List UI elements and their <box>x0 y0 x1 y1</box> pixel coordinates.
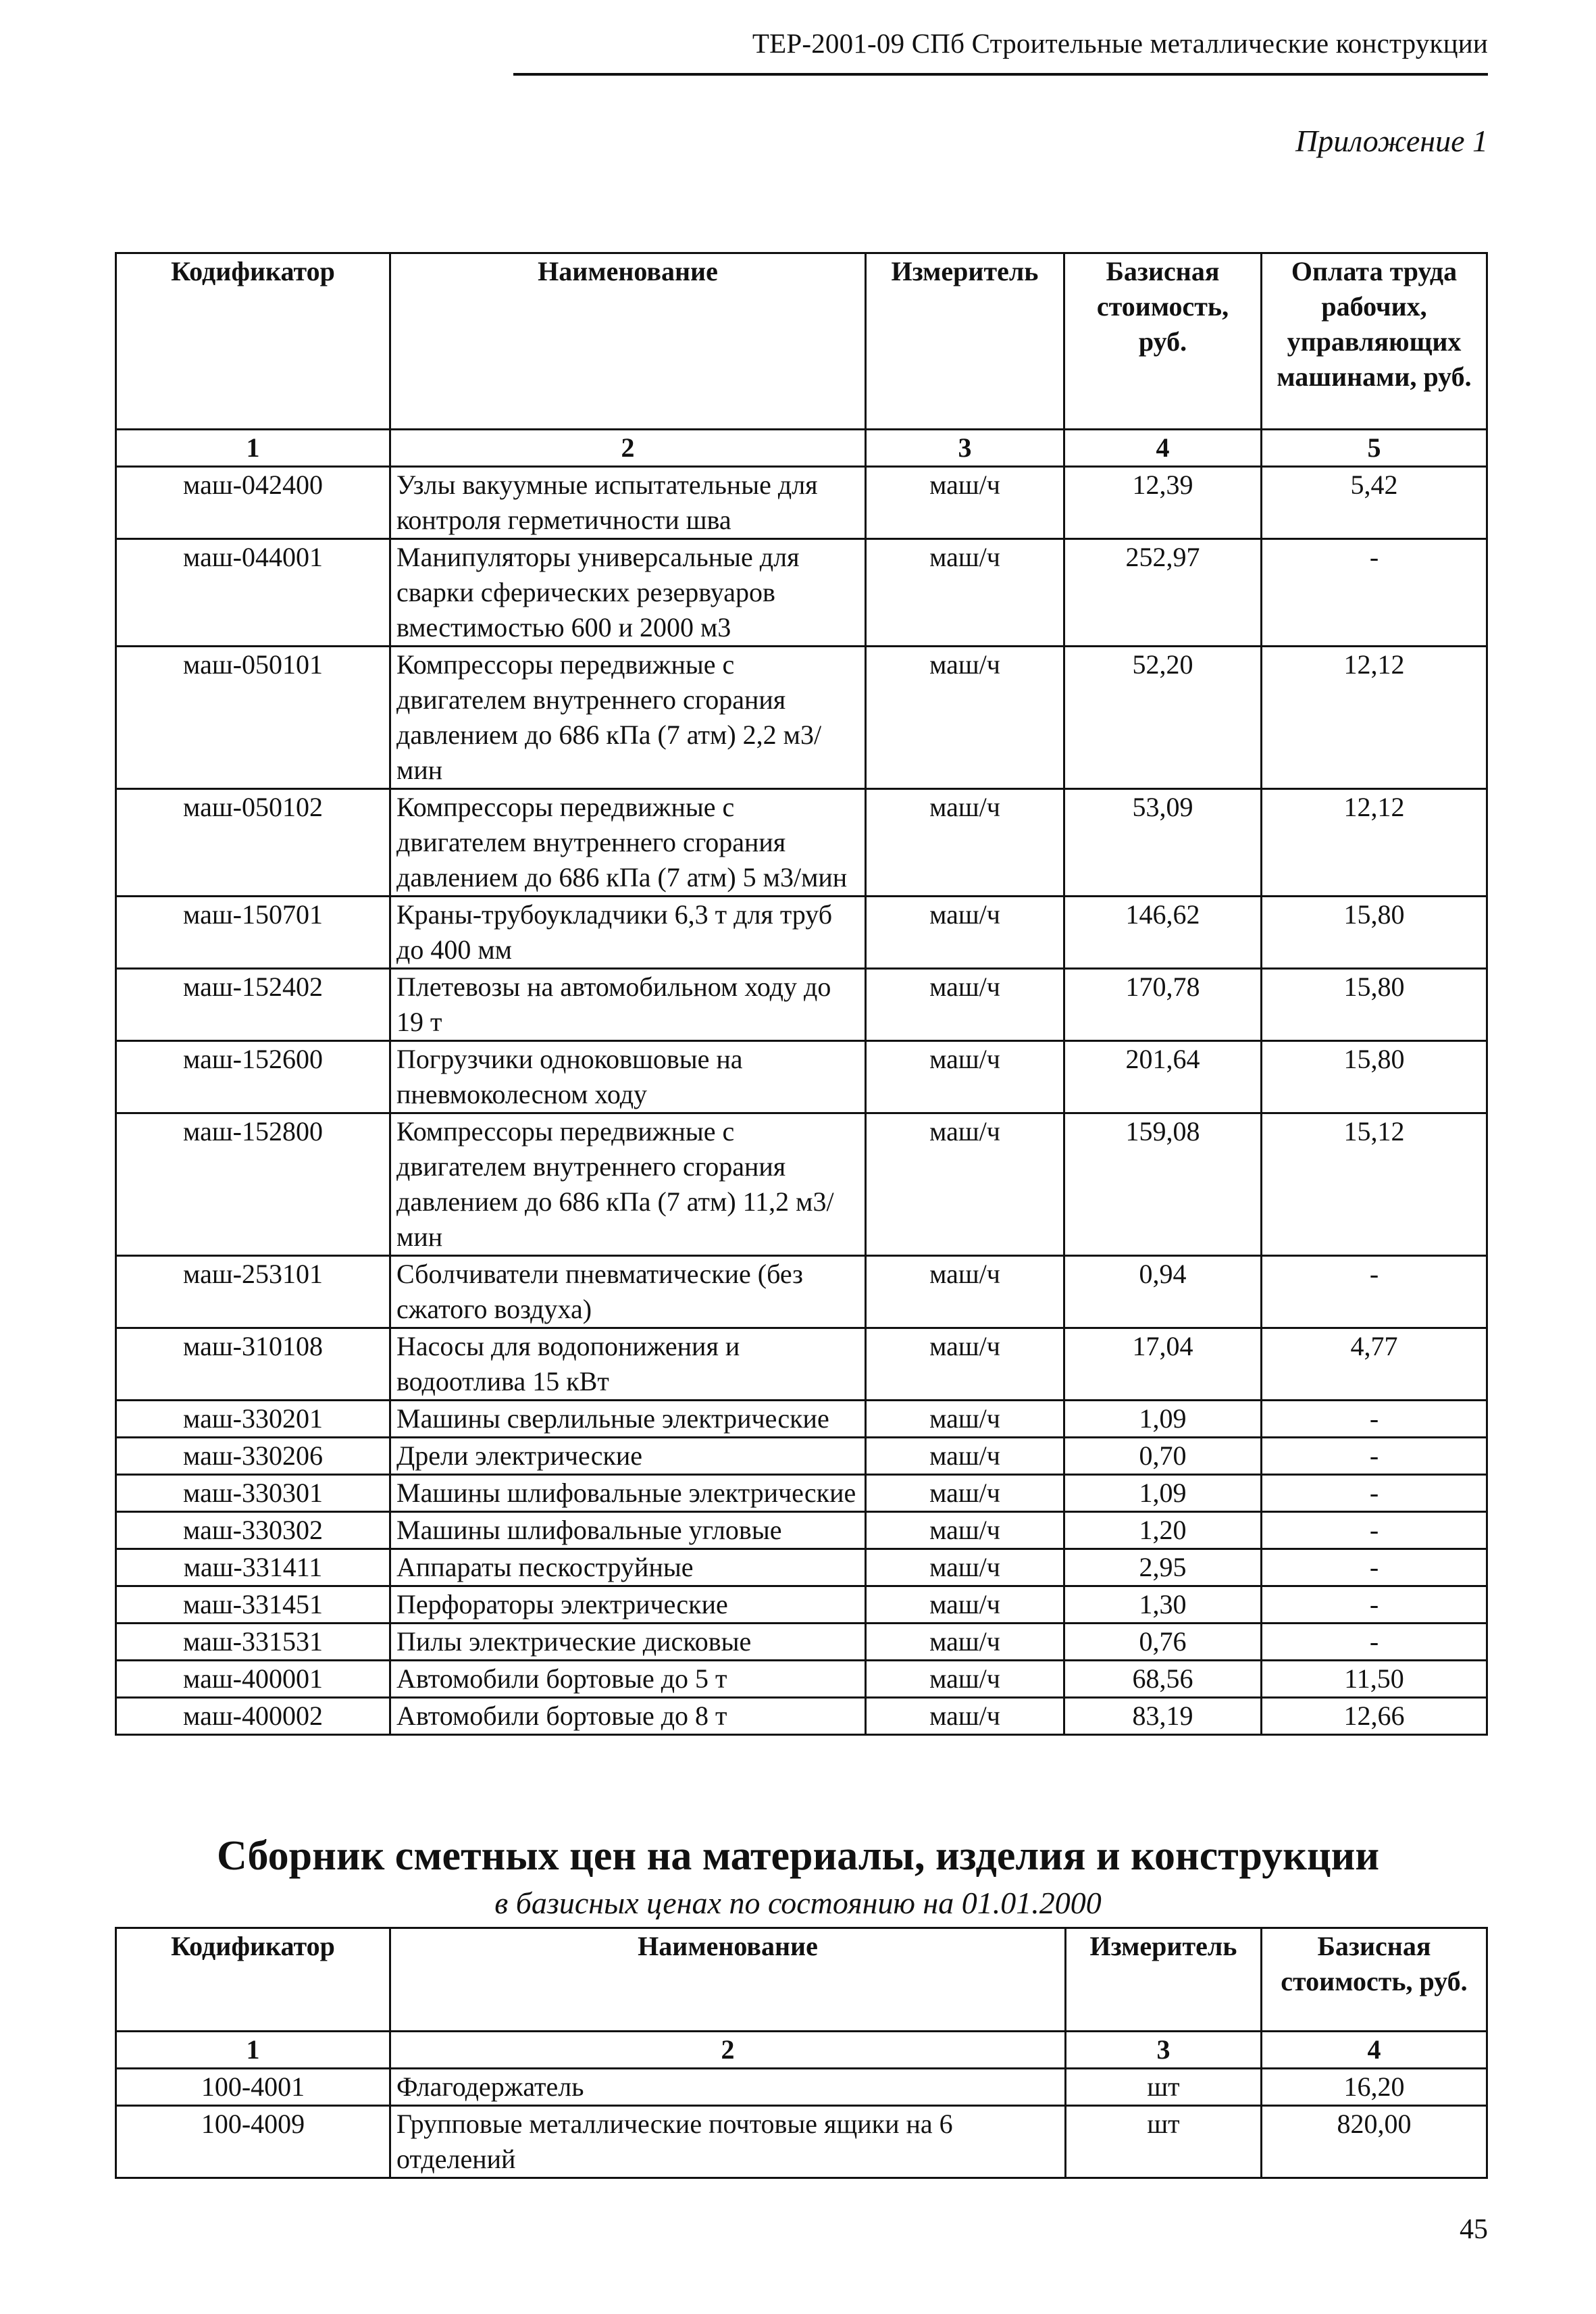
table-row <box>116 1475 1487 1512</box>
cell-unit: маш/ч <box>866 1512 1064 1549</box>
cell-code: маш-331531 <box>116 1624 390 1661</box>
cell-code: маш-330301 <box>116 1475 390 1512</box>
cell-base-cost: 83,19 <box>1064 1698 1262 1735</box>
cell-unit: маш/ч <box>866 1113 1064 1256</box>
cell-code: маш-042400 <box>116 467 390 539</box>
cell-operator-wages: - <box>1262 1475 1487 1512</box>
materials-table-body <box>116 2069 1487 2178</box>
cell-base-cost: 252,97 <box>1064 539 1262 647</box>
cell-code: 100-4009 <box>116 2106 390 2178</box>
cell-unit: маш/ч <box>866 1328 1064 1401</box>
cell-operator-wages: 15,80 <box>1262 897 1487 969</box>
cell-name: Машины шлифовальные угловые <box>390 1512 866 1549</box>
column-number: 4 <box>1064 430 1262 467</box>
cell-name: Краны-трубоукладчики 6,3 т для труб до 400 мм <box>390 897 866 969</box>
cell-name: Дрели электрические <box>390 1438 866 1475</box>
cell-unit: шт <box>1066 2106 1262 2178</box>
cell-unit: маш/ч <box>866 789 1064 897</box>
column-number: 3 <box>1066 2032 1262 2069</box>
cell-unit: маш/ч <box>866 467 1064 539</box>
cell-name: Плетевозы на автомобильном ходу до 19 т <box>390 969 866 1041</box>
cell-name: Машины шлифовальные электрические <box>390 1475 866 1512</box>
table-header-row <box>116 1928 1487 2032</box>
cell-base-cost: 0,70 <box>1064 1438 1262 1475</box>
cell-name: Компрессоры передвижные с двигателем внутреннего сгорания давлением до 686 кПа (7 атм) 2,2 м3/мин <box>390 647 866 789</box>
cell-unit: маш/ч <box>866 1438 1064 1475</box>
cell-code: маш-253101 <box>116 1256 390 1328</box>
cell-base-cost: 1,09 <box>1064 1475 1262 1512</box>
cell-operator-wages: 12,66 <box>1262 1698 1487 1735</box>
table-row <box>116 1041 1487 1113</box>
table-row <box>116 539 1487 647</box>
cell-operator-wages: 15,12 <box>1262 1113 1487 1256</box>
table-row <box>116 1661 1487 1698</box>
cell-base-cost: 201,64 <box>1064 1041 1262 1113</box>
cell-operator-wages: 5,42 <box>1262 467 1487 539</box>
column-header-unit: Измеритель <box>1066 1928 1262 2032</box>
cell-base-cost: 52,20 <box>1064 647 1262 789</box>
table-row <box>116 1113 1487 1256</box>
column-number: 5 <box>1262 430 1487 467</box>
cell-unit: шт <box>1066 2069 1262 2106</box>
column-header-name: Наименование <box>390 1928 1066 2032</box>
cell-name: Сболчиватели пневматические (без сжатого воздуха) <box>390 1256 866 1328</box>
cell-base-cost: 1,09 <box>1064 1401 1262 1438</box>
cell-base-cost: 1,20 <box>1064 1512 1262 1549</box>
header-divider <box>513 73 1488 76</box>
column-number: 4 <box>1262 2032 1487 2069</box>
cell-name: Автомобили бортовые до 5 т <box>390 1661 866 1698</box>
cell-code: маш-152800 <box>116 1113 390 1256</box>
cell-name: Манипуляторы универсальные для сварки сферических резервуаров вместимостью 600 и 2000 м3 <box>390 539 866 647</box>
cell-operator-wages: 4,77 <box>1262 1328 1487 1401</box>
cell-operator-wages: - <box>1262 539 1487 647</box>
cell-operator-wages: - <box>1262 1586 1487 1624</box>
cell-unit: маш/ч <box>866 1041 1064 1113</box>
table-row <box>116 2106 1487 2178</box>
cell-unit: маш/ч <box>866 1256 1064 1328</box>
cell-unit: маш/ч <box>866 1549 1064 1586</box>
cell-operator-wages: 15,80 <box>1262 1041 1487 1113</box>
cell-code: маш-050101 <box>116 647 390 789</box>
table-row <box>116 1698 1487 1735</box>
cell-code: маш-152402 <box>116 969 390 1041</box>
cell-unit: маш/ч <box>866 1624 1064 1661</box>
table-row <box>116 1586 1487 1624</box>
cell-base-cost: 146,62 <box>1064 897 1262 969</box>
table-row <box>116 897 1487 969</box>
materials-table <box>115 1927 1488 2179</box>
column-header-unit: Измеритель <box>866 253 1064 430</box>
cell-name: Компрессоры передвижные с двигателем внутреннего сгорания давлением до 686 кПа (7 атм) 11,2 м3/мин <box>390 1113 866 1256</box>
cell-operator-wages: - <box>1262 1624 1487 1661</box>
cell-name: Пилы электрические дисковые <box>390 1624 866 1661</box>
cell-name: Флагодержатель <box>390 2069 1066 2106</box>
appendix-label: Приложение 1 <box>1295 124 1488 158</box>
document-header-title: ТЕР-2001-09 СПб Строительные металлические конструкции <box>752 28 1488 59</box>
table-row <box>116 1512 1487 1549</box>
cell-unit: маш/ч <box>866 539 1064 647</box>
column-number-row <box>116 430 1487 467</box>
cell-code: маш-050102 <box>116 789 390 897</box>
cell-base-cost: 17,04 <box>1064 1328 1262 1401</box>
cell-base-cost: 16,20 <box>1262 2069 1487 2106</box>
column-number: 2 <box>390 2032 1066 2069</box>
table-row <box>116 1256 1487 1328</box>
cell-code: маш-044001 <box>116 539 390 647</box>
cell-base-cost: 12,39 <box>1064 467 1262 539</box>
cell-unit: маш/ч <box>866 647 1064 789</box>
machines-table <box>115 252 1488 1736</box>
table-row <box>116 1401 1487 1438</box>
column-number: 1 <box>116 430 390 467</box>
cell-code: маш-310108 <box>116 1328 390 1401</box>
cell-name: Перфораторы электрические <box>390 1586 866 1624</box>
cell-code: маш-400001 <box>116 1661 390 1698</box>
cell-code: 100-4001 <box>116 2069 390 2106</box>
cell-code: маш-400002 <box>116 1698 390 1735</box>
cell-unit: маш/ч <box>866 1586 1064 1624</box>
cell-unit: маш/ч <box>866 1475 1064 1512</box>
machines-table-body <box>116 467 1487 1735</box>
table-row <box>116 2069 1487 2106</box>
cell-unit: маш/ч <box>866 1401 1064 1438</box>
column-header-name: Наименование <box>390 253 866 430</box>
column-header-base-cost: Базисная стоимость, руб. <box>1262 1928 1487 2032</box>
cell-code: маш-152600 <box>116 1041 390 1113</box>
cell-base-cost: 159,08 <box>1064 1113 1262 1256</box>
cell-name: Погрузчики одноковшовые на пневмоколесном ходу <box>390 1041 866 1113</box>
cell-operator-wages: 11,50 <box>1262 1661 1487 1698</box>
table-row <box>116 789 1487 897</box>
table-row <box>116 969 1487 1041</box>
cell-code: маш-330201 <box>116 1401 390 1438</box>
cell-base-cost: 0,94 <box>1064 1256 1262 1328</box>
cell-operator-wages: - <box>1262 1549 1487 1586</box>
section-subtitle: в базисных ценах по состоянию на 01.01.2000 <box>494 1886 1102 1920</box>
page-number: 45 <box>1460 2214 1488 2245</box>
cell-operator-wages: - <box>1262 1512 1487 1549</box>
cell-code: маш-331411 <box>116 1549 390 1586</box>
cell-name: Автомобили бортовые до 8 т <box>390 1698 866 1735</box>
column-number: 1 <box>116 2032 390 2069</box>
column-number: 2 <box>390 430 866 467</box>
cell-code: маш-330206 <box>116 1438 390 1475</box>
cell-operator-wages: - <box>1262 1256 1487 1328</box>
table-row <box>116 1328 1487 1401</box>
column-header-operator-wages: Оплата труда рабочих, управляющих машинами, руб. <box>1262 253 1487 430</box>
table-header-row <box>116 253 1487 430</box>
cell-base-cost: 2,95 <box>1064 1549 1262 1586</box>
column-header-code: Кодификатор <box>116 1928 390 2032</box>
cell-code: маш-330302 <box>116 1512 390 1549</box>
column-header-code: Кодификатор <box>116 253 390 430</box>
table-row <box>116 647 1487 789</box>
column-number: 3 <box>866 430 1064 467</box>
cell-unit: маш/ч <box>866 1661 1064 1698</box>
table-row <box>116 1549 1487 1586</box>
cell-operator-wages: - <box>1262 1438 1487 1475</box>
cell-name: Насосы для водопонижения и водоотлива 15 кВт <box>390 1328 866 1401</box>
table-row <box>116 1624 1487 1661</box>
cell-unit: маш/ч <box>866 1698 1064 1735</box>
table-row <box>116 467 1487 539</box>
table-row <box>116 1438 1487 1475</box>
cell-operator-wages: - <box>1262 1401 1487 1438</box>
cell-base-cost: 68,56 <box>1064 1661 1262 1698</box>
cell-name: Узлы вакуумные испытательные для контроля герметичности шва <box>390 467 866 539</box>
cell-base-cost: 820,00 <box>1262 2106 1487 2178</box>
cell-base-cost: 53,09 <box>1064 789 1262 897</box>
cell-operator-wages: 12,12 <box>1262 789 1487 897</box>
cell-name: Компрессоры передвижные с двигателем внутреннего сгорания давлением до 686 кПа (7 атм) 5 м3/мин <box>390 789 866 897</box>
cell-code: маш-150701 <box>116 897 390 969</box>
cell-code: маш-331451 <box>116 1586 390 1624</box>
cell-unit: маш/ч <box>866 969 1064 1041</box>
cell-name: Групповые металлические почтовые ящики на 6 отделений <box>390 2106 1066 2178</box>
cell-base-cost: 170,78 <box>1064 969 1262 1041</box>
cell-name: Машины сверлильные электрические <box>390 1401 866 1438</box>
column-header-base-cost: Базисная стоимость, руб. <box>1064 253 1262 430</box>
cell-name: Аппараты пескоструйные <box>390 1549 866 1586</box>
cell-base-cost: 0,76 <box>1064 1624 1262 1661</box>
column-number-row <box>116 2032 1487 2069</box>
cell-unit: маш/ч <box>866 897 1064 969</box>
cell-base-cost: 1,30 <box>1064 1586 1262 1624</box>
section-title: Сборник сметных цен на материалы, изделия и конструкции <box>216 1833 1380 1879</box>
cell-operator-wages: 12,12 <box>1262 647 1487 789</box>
cell-operator-wages: 15,80 <box>1262 969 1487 1041</box>
